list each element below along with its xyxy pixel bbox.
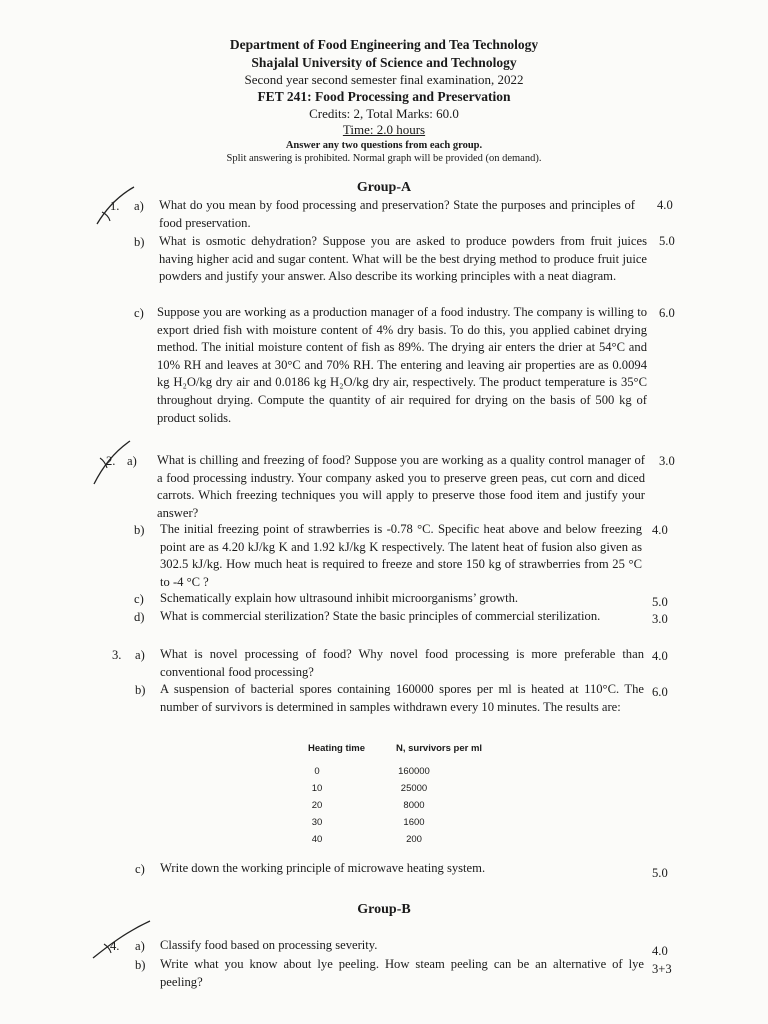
q1b-text: What is osmotic dehydration? Suppose you are asked to produce powders from fruit juices having higher acid and sugar content. What will be the best drying method to produce fruit juice powders and justify your answer. Also describe its working principles with a neat diagram. — [159, 234, 647, 284]
course-title: FET 241: Food Processing and Preservation — [257, 89, 511, 104]
q2b-marks: 4.0 — [652, 523, 668, 537]
q2c-marks: 5.0 — [652, 595, 668, 609]
q2d-marks: 3.0 — [652, 612, 668, 626]
question-2-number: 2. — [106, 454, 116, 468]
q2d-text: What is commercial sterilization? State the basic principles of commercial sterilization. — [160, 609, 601, 623]
table-cell: 30 — [311, 817, 323, 828]
exam-time: Time: 2.0 hours — [342, 122, 426, 137]
table-cell: 8000 — [403, 800, 425, 811]
table-cell: 200 — [406, 834, 422, 845]
table-cell: 0 — [314, 766, 320, 777]
department-name: Department of Food Engineering and Tea Technology — [229, 37, 539, 52]
q2c-text: Schematically explain how ultrasound inhibit microorganisms’ growth. — [160, 591, 519, 605]
table-header-heating-time: Heating time — [308, 743, 366, 754]
q1b-marks: 5.0 — [659, 234, 675, 248]
q4a-text: Classify food based on processing severity. — [160, 938, 378, 952]
q1a-label: a) — [134, 199, 144, 213]
question-1-number: 1. — [110, 199, 120, 213]
table-cell: 25000 — [400, 783, 428, 794]
instruction-2: Split answering is prohibited. Normal graph will be provided (on demand). — [226, 153, 542, 164]
q2b-text: The initial freezing point of strawberries is -0.78 °C. Specific heat above and below freezing point are as 4.20 kJ/kg K and 1.92 kJ/kg K respectively. The latent heat of fusion also given as 302.5 kJ/kg. How much heat is required to freeze and store 150 kg of strawberries from 25 °C to -4 °C ? — [160, 522, 642, 589]
q1a-marks: 4.0 — [657, 198, 673, 212]
q3a-label: a) — [135, 648, 145, 662]
q1b-label: b) — [134, 235, 145, 249]
q3c-label: c) — [135, 862, 145, 876]
table-cell: 20 — [311, 800, 323, 811]
q2a-text: What is chilling and freezing of food? Suppose you are working as a quality control manager of a food processing industry. Your company asked you to preserve green peas, cut corn and diced carrots. Which freezing techniques you will apply to preserve those food item and justify your answer? — [157, 453, 645, 520]
university-name: Shajalal University of Science and Technology — [251, 55, 517, 70]
q3c-text: Write down the working principle of microwave heating system. — [160, 861, 486, 875]
table-cell: 40 — [311, 834, 323, 845]
q4b-text: Write what you know about lye peeling. How steam peeling can be an alternative of lye peeling? — [160, 957, 644, 989]
table-cell: 10 — [311, 783, 323, 794]
q3a-text: What is novel processing of food? Why novel food processing is more preferable than conventional food processing? — [160, 647, 644, 679]
table-header-survivors: N, survivors per ml — [396, 743, 483, 754]
table-cell: 1600 — [403, 817, 425, 828]
question-3-number: 3. — [112, 648, 122, 662]
q2c-label: c) — [134, 592, 144, 606]
q3b-label: b) — [135, 683, 146, 697]
q3c-marks: 5.0 — [652, 866, 668, 880]
handwritten-tick-q2 — [90, 438, 134, 488]
q4a-marks: 4.0 — [652, 944, 668, 958]
instruction-1: Answer any two questions from each group. — [285, 140, 483, 151]
q2d-label: d) — [134, 610, 145, 624]
q4a-label: a) — [135, 939, 145, 953]
question-4-number: 4. — [110, 939, 120, 953]
q3a-marks: 4.0 — [652, 649, 668, 663]
group-b-title: Group-B — [357, 902, 411, 917]
q2b-label: b) — [134, 523, 145, 537]
q3b-marks: 6.0 — [652, 685, 668, 699]
handwritten-tick-q4 — [90, 918, 154, 962]
q1c-text: Suppose you are working as a production manager of a food industry. The company is willing to export dried fish with moisture content of 4% dry basis. To do this, you applied cabinet drying method. The initial moisture content of fish as 89%. The drying air enters the drier at 54°C and 10% RH and leaves at 30°C and 70% RH. The entering and leaving air properties are as 0.0094 kg H₂O/kg dry air and 0.0186 kg H₂O/kg dry air, respectively. The product temperature is 35°C throughout drying. Compute the quantity of air required for drying on the basis of 500 kg of product solids. — [157, 305, 647, 425]
handwritten-tick-q1 — [94, 184, 138, 232]
q2a-label: a) — [127, 454, 137, 468]
q1a-text: What do you mean by food processing and preservation? State the purposes and principles of food preservation. — [159, 198, 635, 230]
exam-title: Second year second semester final examination, 2022 — [244, 72, 524, 87]
q1c-label: c) — [134, 306, 144, 320]
credits-marks: Credits: 2, Total Marks: 60.0 — [309, 106, 459, 121]
group-a-title: Group-A — [356, 180, 412, 195]
q2a-marks: 3.0 — [659, 454, 675, 468]
q4b-label: b) — [135, 958, 146, 972]
table-cell: 160000 — [398, 766, 430, 777]
q1c-marks: 6.0 — [659, 306, 675, 320]
survivors-table — [300, 738, 520, 850]
q3b-text: A suspension of bacterial spores containing 160000 spores per ml is heated at 110°C. The number of survivors is determined in samples withdrawn every 10 minutes. The results are: — [160, 682, 644, 714]
q4b-marks: 3+3 — [652, 962, 672, 976]
